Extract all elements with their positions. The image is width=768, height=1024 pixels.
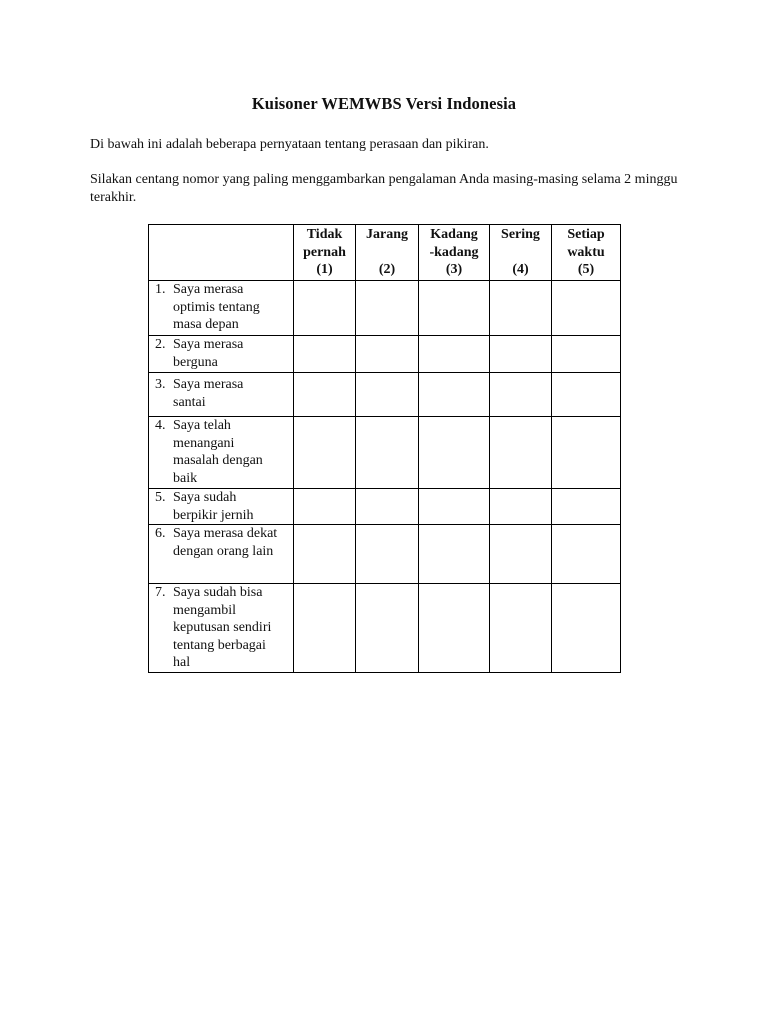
response-cell-1[interactable]	[294, 281, 356, 336]
response-cell-2[interactable]	[356, 417, 419, 489]
statement-cell	[149, 584, 294, 673]
statement-text: Saya telah	[173, 418, 231, 433]
item-number: 7.	[155, 585, 166, 600]
response-cell-4[interactable]	[490, 584, 552, 673]
statement-text: Saya merasa	[173, 377, 244, 392]
header-label-line: waktu	[567, 244, 605, 260]
response-cell-5[interactable]	[552, 336, 621, 373]
statement-text: hal	[173, 655, 191, 670]
table-row	[149, 489, 621, 525]
response-cell-3[interactable]	[419, 584, 490, 673]
statement-text: Saya sudah	[173, 490, 237, 505]
response-cell-2[interactable]	[356, 336, 419, 373]
statement-cell	[149, 489, 294, 525]
header-scale-number: (2)	[378, 262, 396, 277]
header-scale-number: (4)	[512, 262, 529, 277]
header-label-line: Setiap	[567, 227, 605, 242]
table-header-row	[149, 225, 621, 281]
header-label-line: Sering	[501, 227, 540, 242]
table-row	[149, 373, 621, 417]
header-label-line	[356, 244, 418, 262]
response-cell-4[interactable]	[490, 489, 552, 525]
statement-text: Saya merasa	[173, 337, 244, 352]
instruction-paragraph: Silakan centang nomor yang paling menggambarkan pengalaman Anda masing-masing selama 2 minggu terakhir.	[90, 172, 678, 205]
header-jarang	[356, 225, 419, 281]
response-cell-3[interactable]	[419, 489, 490, 525]
response-cell-5[interactable]	[552, 525, 621, 584]
statement-text: optimis tentang	[173, 299, 260, 315]
header-scale-number: (5)	[577, 262, 595, 277]
item-number: 4.	[155, 418, 166, 433]
response-cell-3[interactable]	[419, 373, 490, 417]
response-cell-5[interactable]	[552, 281, 621, 336]
statement-text: santai	[173, 394, 206, 410]
statement-text: Saya merasa dekat	[173, 526, 278, 541]
table-row	[149, 525, 621, 584]
item-number: 5.	[155, 490, 166, 505]
statement-text: baik	[173, 470, 198, 486]
table-row	[149, 584, 621, 673]
header-label-line: pernah	[303, 244, 346, 260]
response-cell-2[interactable]	[356, 584, 419, 673]
statement-cell	[149, 525, 294, 584]
item-number: 1.	[155, 282, 166, 297]
item-number: 3.	[155, 377, 166, 392]
header-label-line: Kadang	[430, 227, 478, 242]
statement-text: masalah dengan	[173, 453, 263, 468]
header-kadang-kadang	[419, 225, 490, 281]
response-cell-3[interactable]	[419, 417, 490, 489]
statement-cell	[149, 417, 294, 489]
statement-text: Saya sudah bisa	[173, 585, 263, 600]
header-label-line: -kadang	[429, 244, 479, 260]
response-cell-5[interactable]	[552, 417, 621, 489]
statement-text: mengambil	[173, 602, 236, 618]
table-row	[149, 417, 621, 489]
statement-text: Saya merasa	[173, 282, 244, 297]
header-label-line: Jarang	[366, 227, 408, 242]
response-cell-1[interactable]	[294, 417, 356, 489]
response-cell-2[interactable]	[356, 525, 419, 584]
response-cell-1[interactable]	[294, 373, 356, 417]
response-cell-3[interactable]	[419, 281, 490, 336]
response-cell-4[interactable]	[490, 525, 552, 584]
document-title: Kuisoner WEMWBS Versi Indonesia	[251, 94, 517, 113]
statement-text: berguna	[173, 354, 218, 370]
header-setiap-waktu	[552, 225, 621, 281]
response-cell-1[interactable]	[294, 525, 356, 584]
header-scale-number: (3)	[445, 262, 463, 277]
statement-text: dengan orang lain	[173, 543, 274, 559]
statement-text: menangani	[173, 435, 235, 451]
item-number: 6.	[155, 526, 166, 541]
response-cell-2[interactable]	[356, 281, 419, 336]
response-cell-1[interactable]	[294, 584, 356, 673]
statement-text: masa depan	[173, 317, 239, 332]
statement-cell	[149, 373, 294, 417]
response-cell-3[interactable]	[419, 336, 490, 373]
response-cell-2[interactable]	[356, 489, 419, 525]
response-cell-5[interactable]	[552, 489, 621, 525]
response-cell-1[interactable]	[294, 336, 356, 373]
questionnaire-table	[148, 224, 621, 673]
header-label-line	[490, 244, 551, 262]
statement-text: tentang berbagai	[173, 637, 266, 653]
response-cell-2[interactable]	[356, 373, 419, 417]
intro-paragraph: Di bawah ini adalah beberapa pernyataan tentang perasaan dan pikiran.	[90, 137, 489, 152]
header-empty-cell	[149, 225, 294, 281]
response-cell-4[interactable]	[490, 373, 552, 417]
table-row	[149, 336, 621, 373]
response-cell-3[interactable]	[419, 525, 490, 584]
statement-cell	[149, 336, 294, 373]
header-label-line: Tidak	[306, 227, 343, 242]
response-cell-5[interactable]	[552, 373, 621, 417]
header-tidak-pernah	[294, 225, 356, 281]
response-cell-1[interactable]	[294, 489, 356, 525]
response-cell-4[interactable]	[490, 336, 552, 373]
header-sering	[490, 225, 552, 281]
statement-text: keputusan sendiri	[173, 620, 272, 635]
header-scale-number: (1)	[316, 262, 333, 277]
response-cell-5[interactable]	[552, 584, 621, 673]
response-cell-4[interactable]	[490, 417, 552, 489]
statement-cell	[149, 281, 294, 336]
response-cell-4[interactable]	[490, 281, 552, 336]
statement-text: berpikir jernih	[173, 507, 254, 523]
item-number: 2.	[155, 337, 166, 352]
table-row	[149, 281, 621, 336]
